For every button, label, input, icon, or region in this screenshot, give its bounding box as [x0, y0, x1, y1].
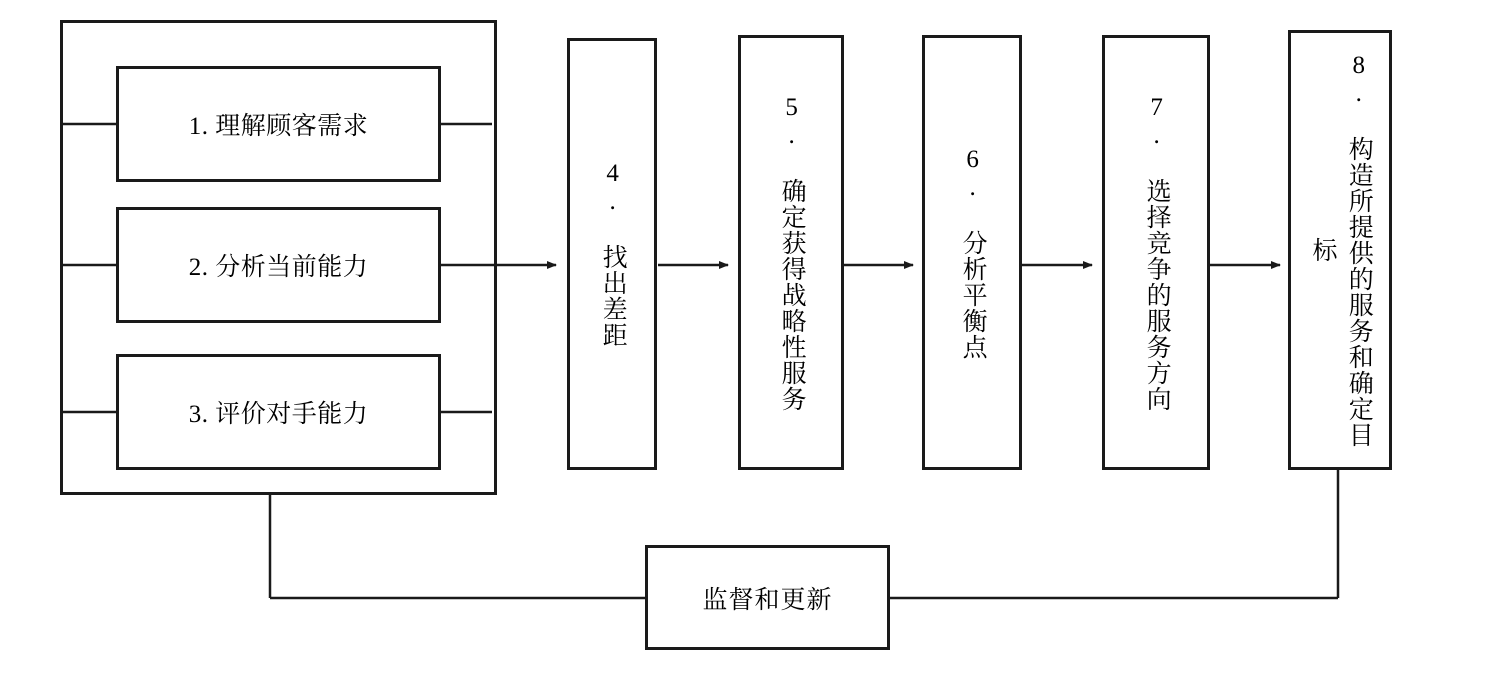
stage-box-5[interactable] [738, 35, 844, 470]
input-box-2-label: 2. 分析当前能力 [188, 254, 369, 281]
stage-box-8-label: 8. 构造所提供的服务和确定目标 [1309, 52, 1373, 448]
stage-box-8[interactable] [1288, 30, 1392, 470]
feedback-box[interactable] [645, 545, 890, 650]
stage-box-5-label: 5. 确定获得战略性服务 [778, 93, 806, 412]
input-box-1-label: 1. 理解顾客需求 [188, 113, 369, 140]
input-box-3[interactable] [116, 354, 441, 470]
input-box-1[interactable] [116, 66, 441, 182]
stage-box-7-label: 7. 选择竞争的服务方向 [1143, 93, 1171, 412]
stage-box-6-label: 6. 分析平衡点 [959, 145, 987, 360]
stage-box-4-label: 4. 找出差距 [599, 160, 627, 348]
feedback-box-label: 监督和更新 [702, 586, 833, 614]
stage-box-6[interactable] [922, 35, 1022, 470]
stage-box-7[interactable] [1102, 35, 1210, 470]
input-box-3-label: 3. 评价对手能力 [188, 401, 369, 428]
stage-box-4[interactable] [567, 38, 657, 470]
input-box-2[interactable] [116, 207, 441, 323]
